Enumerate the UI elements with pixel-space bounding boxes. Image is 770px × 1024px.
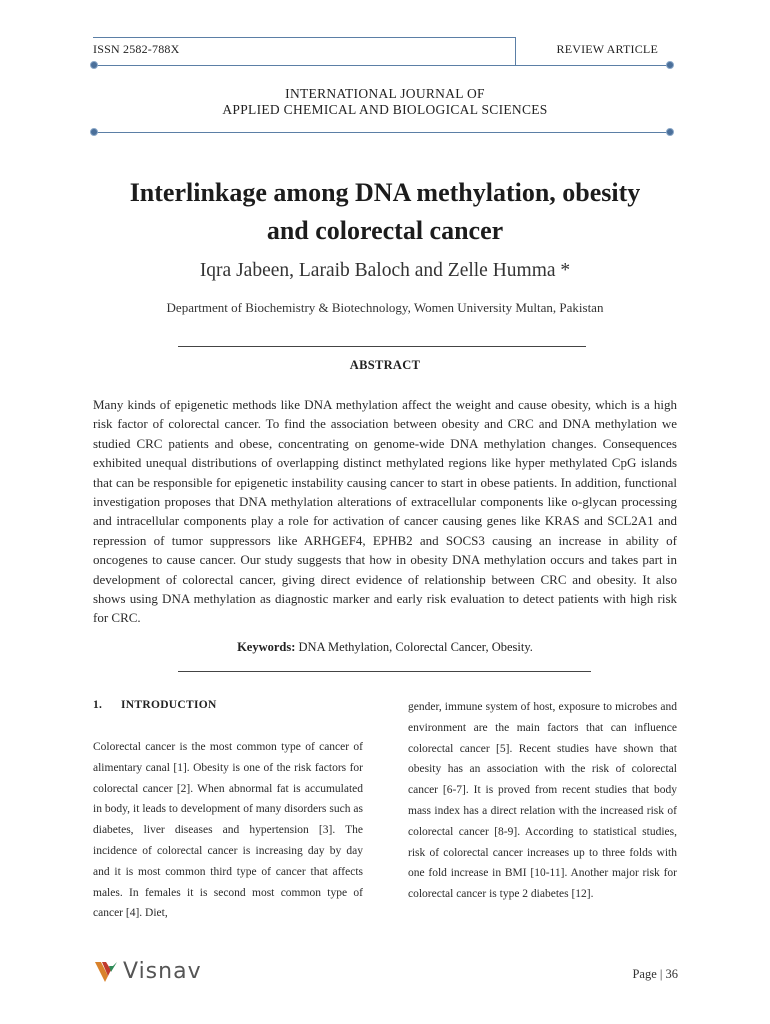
intro-left-column: Colorectal cancer is the most common type of cancer of alimentary canal [1]. Obesity is one of the risk factors for colorectal cancer [2]. When abnormal fat is accumulated in body, it leads to development of many disorders such as diabetes, liver diseases and hypertension [3]. The incidence of colorectal cancer is increasing day by day and it is most common third type of cancer that affects males. In females it is second most common type of cancer [4]. Diet, — [93, 741, 363, 920]
keywords-line — [0, 640, 770, 655]
journal-dot-right — [666, 128, 674, 136]
abstract-top-rule — [178, 346, 586, 347]
header-rule-mid — [96, 65, 670, 66]
section-heading-introduction — [93, 699, 217, 711]
section-number: 1. — [93, 699, 103, 711]
publisher-logo — [93, 956, 202, 986]
keywords-value: DNA Methylation, Colorectal Cancer, Obesity. — [298, 640, 533, 654]
header-rule-top-left — [93, 37, 515, 38]
issn-label: ISSN 2582-788X — [93, 42, 180, 56]
section-title: INTRODUCTION — [121, 699, 217, 711]
journal-name-line1: INTERNATIONAL JOURNAL OF — [285, 86, 485, 101]
authors: Iqra Jabeen, Laraib Baloch and Zelle Humma * — [199, 260, 571, 281]
article-title — [60, 174, 710, 250]
journal-dot-left — [90, 128, 98, 136]
visnav-logo-icon — [93, 958, 119, 984]
page-number: Page | 36 — [632, 967, 678, 981]
article-type-label: REVIEW ARTICLE — [556, 42, 658, 56]
publisher-name: Visnav — [123, 958, 202, 984]
intro-right-column: gender, immune system of host, exposure to microbes and environment are the main factors that can influence colorectal cancer [5]. Recent studies have shown that obesity has an association with the risk of colorectal cancer [6-7]. It is proved from recent studies that body mass index has a direct relation with the increased risk of colorectal cancer [8-9]. According to statistical studies, risk of colorectal cancer increases up to three folds with one fold increase in BMI [10-11]. Another major risk for colorectal cancer is type 2 diabetes [12]. — [408, 701, 677, 901]
affiliation: Department of Biochemistry & Biotechnology, Women University Multan, Pakistan — [166, 300, 604, 315]
keywords-label: Keywords: — [237, 640, 296, 654]
journal-rule — [96, 132, 670, 133]
header-dot-left — [90, 61, 98, 69]
header-rule-vertical — [515, 37, 516, 65]
abstract-bottom-rule — [178, 671, 591, 672]
article-title-line2: and colorectal cancer — [266, 216, 504, 245]
article-title-line1: Interlinkage among DNA methylation, obesity — [129, 178, 641, 207]
journal-name-line2: APPLIED CHEMICAL AND BIOLOGICAL SCIENCES — [222, 102, 548, 117]
header-dot-right — [666, 61, 674, 69]
abstract-heading: ABSTRACT — [349, 358, 421, 372]
abstract-body: Many kinds of epigenetic methods like DNA methylation affect the weight and cause obesity, which is a high risk factor of colorectal cancer. To find the association between obesity and CRC and DNA methylation we studied CRC patients and obese, concentrating on genome-wide DNA methylation changes. Consequences exhibited unequal distributions of overlapping distinct methylated regions like hyper methylated CpG islands that can be responsible for epigenetic instability causing cancer to start in obese patients. In addition, functional investigation proposes that DNA methylation alterations of extracellular components like o-glycan processing and intracellular components play a role for activation of cancer causing genes like KRAS and SCL2A1 and repression of tumor suppressors like ARHGEF4, EPHB2 and SOCS3 causing an increase in ability of oncogenes to cause cancer. Our study suggests that how in obesity DNA methylation occurs and takes part in development of colorectal cancer, giving direct evidence of relationship between CRC and obesity. It also shows using DNA methylation as diagnostic marker and early risk evaluation to detect patients with high risk for CRC. — [93, 397, 677, 626]
